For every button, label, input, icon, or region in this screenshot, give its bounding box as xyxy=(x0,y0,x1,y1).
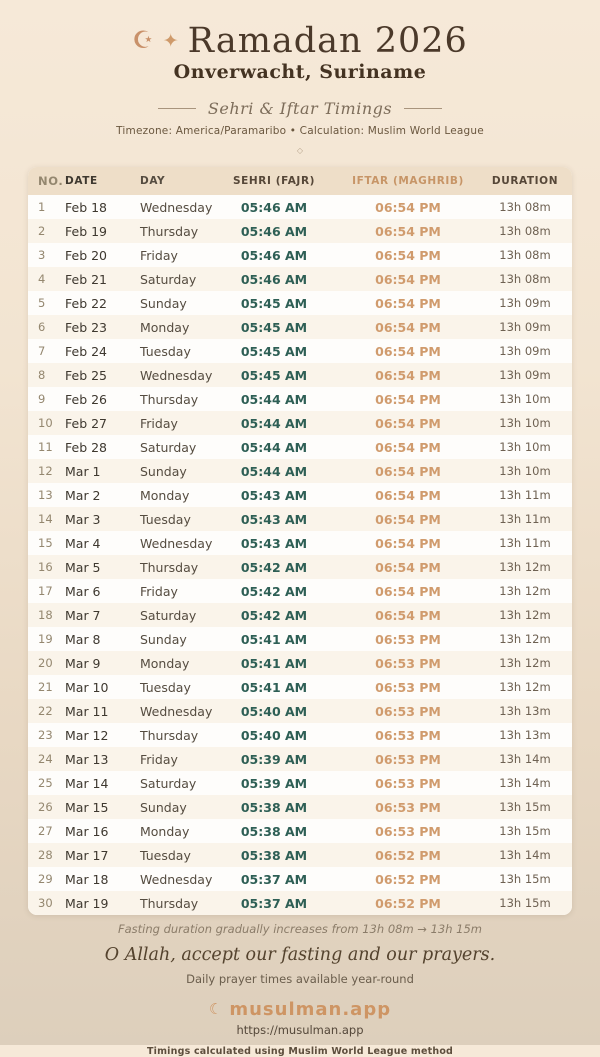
cell-sehri: 05:46 AM xyxy=(240,199,308,215)
cell-date: Mar 11 xyxy=(65,703,109,719)
cell-iftar: 06:52 PM xyxy=(375,847,441,863)
cell-sehri: 05:46 AM xyxy=(240,271,308,287)
cell-iftar: 06:54 PM xyxy=(375,559,441,575)
cell-duration: 13h 10m xyxy=(499,464,551,478)
brand-url-link[interactable]: https://musulman.app xyxy=(236,1023,364,1037)
cell-iftar: 06:53 PM xyxy=(375,703,441,719)
cell-date: Feb 18 xyxy=(65,199,108,215)
diamond-icon: ◇ xyxy=(296,146,304,155)
location-title: Onverwacht, Suriname xyxy=(173,61,427,83)
cell-sehri: 05:41 AM xyxy=(240,631,308,647)
cell-no: 4 xyxy=(38,272,46,286)
cell-date: Feb 28 xyxy=(65,439,108,455)
cell-date: Mar 15 xyxy=(65,799,109,815)
cell-date: Mar 12 xyxy=(65,727,109,743)
subtitle-row xyxy=(0,99,600,118)
column-header-date: DATE xyxy=(65,175,98,187)
cell-day: Monday xyxy=(140,655,190,671)
cell-duration: 13h 10m xyxy=(499,392,551,406)
cell-date: Mar 18 xyxy=(65,871,109,887)
cell-iftar: 06:54 PM xyxy=(375,271,441,287)
cell-day: Thursday xyxy=(140,727,199,743)
cell-sehri: 05:37 AM xyxy=(240,895,308,911)
cell-no: 10 xyxy=(38,416,53,430)
cell-iftar: 06:52 PM xyxy=(375,895,441,911)
cell-no: 25 xyxy=(38,776,53,790)
table-row xyxy=(28,483,572,507)
cell-iftar: 06:53 PM xyxy=(375,631,441,647)
table-row xyxy=(28,291,572,315)
cell-sehri: 05:40 AM xyxy=(240,727,308,743)
cell-duration: 13h 11m xyxy=(499,488,551,502)
cell-no: 1 xyxy=(38,200,46,214)
footer xyxy=(0,922,600,1057)
cell-date: Mar 9 xyxy=(65,655,101,671)
cell-sehri: 05:44 AM xyxy=(240,439,308,455)
cell-day: Sunday xyxy=(140,631,187,647)
header xyxy=(0,0,600,155)
column-header-no: NO. xyxy=(38,174,64,188)
cell-duration: 13h 09m xyxy=(499,368,551,382)
cell-day: Saturday xyxy=(140,775,197,791)
cell-sehri: 05:42 AM xyxy=(240,607,308,623)
table-row xyxy=(28,627,572,651)
crescent-icon: ☪ xyxy=(132,25,154,54)
cell-iftar: 06:54 PM xyxy=(375,319,441,335)
cell-sehri: 05:43 AM xyxy=(240,487,308,503)
cell-day: Monday xyxy=(140,487,190,503)
cell-iftar: 06:54 PM xyxy=(375,223,441,239)
column-header-day: DAY xyxy=(140,175,166,187)
divider-line-left xyxy=(158,108,196,109)
cell-duration: 13h 09m xyxy=(499,344,551,358)
table-row xyxy=(28,411,572,435)
cell-no: 27 xyxy=(38,824,53,838)
cell-sehri: 05:39 AM xyxy=(240,775,308,791)
cell-date: Mar 6 xyxy=(65,583,101,599)
cell-iftar: 06:54 PM xyxy=(375,583,441,599)
sparkle-icon: ✦ xyxy=(162,30,179,52)
cell-sehri: 05:40 AM xyxy=(240,703,308,719)
dua-text: O Allah, accept our fasting and our prayers. xyxy=(104,945,496,965)
column-header-iftar: IFTAR (MAGHRIB) xyxy=(352,175,464,187)
cell-sehri: 05:46 AM xyxy=(240,247,308,263)
cell-sehri: 05:45 AM xyxy=(240,367,308,383)
cell-date: Feb 20 xyxy=(65,247,108,263)
cell-duration: 13h 15m xyxy=(499,896,551,910)
cell-no: 15 xyxy=(38,536,53,550)
table-row xyxy=(28,891,572,915)
table-row xyxy=(28,459,572,483)
cell-iftar: 06:54 PM xyxy=(375,535,441,551)
cell-date: Feb 25 xyxy=(65,367,108,383)
cell-duration: 13h 15m xyxy=(499,824,551,838)
cell-day: Tuesday xyxy=(140,511,191,527)
cell-day: Sunday xyxy=(140,463,187,479)
cell-no: 18 xyxy=(38,608,53,622)
table-body xyxy=(28,195,572,915)
cell-sehri: 05:43 AM xyxy=(240,511,308,527)
cell-iftar: 06:54 PM xyxy=(375,391,441,407)
cell-iftar: 06:53 PM xyxy=(375,799,441,815)
cell-day: Friday xyxy=(140,415,178,431)
table-row xyxy=(28,267,572,291)
cell-no: 29 xyxy=(38,872,53,886)
cell-date: Feb 27 xyxy=(65,415,108,431)
cell-no: 5 xyxy=(38,296,46,310)
availability-text: Daily prayer times available year-round xyxy=(186,972,414,986)
cell-iftar: 06:54 PM xyxy=(375,367,441,383)
cell-sehri: 05:38 AM xyxy=(240,847,308,863)
cell-duration: 13h 09m xyxy=(499,320,551,334)
cell-day: Monday xyxy=(140,823,190,839)
table-row xyxy=(28,363,572,387)
duration-note: Fasting duration gradually increases from 13h 08m → 13h 15m xyxy=(117,922,483,936)
cell-sehri: 05:41 AM xyxy=(240,655,308,671)
cell-no: 28 xyxy=(38,848,53,862)
table-row xyxy=(28,579,572,603)
table-row xyxy=(28,843,572,867)
cell-sehri: 05:44 AM xyxy=(240,415,308,431)
cell-no: 23 xyxy=(38,728,53,742)
table-row xyxy=(28,315,572,339)
cell-date: Mar 1 xyxy=(65,463,101,479)
column-header-duration: DURATION xyxy=(491,175,559,187)
cell-no: 12 xyxy=(38,464,53,478)
cell-date: Mar 16 xyxy=(65,823,109,839)
cell-iftar: 06:54 PM xyxy=(375,607,441,623)
cell-duration: 13h 08m xyxy=(499,272,551,286)
cell-duration: 13h 14m xyxy=(499,752,551,766)
table-row xyxy=(28,555,572,579)
table-row xyxy=(28,387,572,411)
cell-day: Saturday xyxy=(140,607,197,623)
cell-duration: 13h 15m xyxy=(499,872,551,886)
cell-sehri: 05:38 AM xyxy=(240,799,308,815)
cell-sehri: 05:45 AM xyxy=(240,295,308,311)
cell-day: Friday xyxy=(140,751,178,767)
cell-date: Feb 24 xyxy=(65,343,108,359)
cell-day: Sunday xyxy=(140,799,187,815)
cell-duration: 13h 08m xyxy=(499,224,551,238)
cell-duration: 13h 15m xyxy=(499,800,551,814)
table-row xyxy=(28,195,572,219)
cell-no: 30 xyxy=(38,896,53,910)
cell-day: Thursday xyxy=(140,559,199,575)
cell-no: 20 xyxy=(38,656,53,670)
cell-date: Mar 3 xyxy=(65,511,101,527)
cell-no: 7 xyxy=(38,344,46,358)
page-title: Ramadan 2026 xyxy=(187,21,468,61)
cell-duration: 13h 12m xyxy=(499,632,551,646)
cell-iftar: 06:54 PM xyxy=(375,415,441,431)
cell-date: Mar 7 xyxy=(65,607,101,623)
cell-day: Wednesday xyxy=(140,199,213,215)
cell-sehri: 05:44 AM xyxy=(240,463,308,479)
cell-no: 26 xyxy=(38,800,53,814)
cell-duration: 13h 12m xyxy=(499,584,551,598)
cell-no: 21 xyxy=(38,680,53,694)
table-row xyxy=(28,219,572,243)
cell-sehri: 05:42 AM xyxy=(240,559,308,575)
cell-iftar: 06:53 PM xyxy=(375,751,441,767)
cell-duration: 13h 08m xyxy=(499,200,551,214)
table-row xyxy=(28,675,572,699)
cell-iftar: 06:54 PM xyxy=(375,463,441,479)
cell-date: Mar 19 xyxy=(65,895,109,911)
cell-no: 9 xyxy=(38,392,46,406)
cell-duration: 13h 12m xyxy=(499,680,551,694)
cell-no: 3 xyxy=(38,248,46,262)
brand-row xyxy=(0,999,600,1020)
cell-iftar: 06:53 PM xyxy=(375,679,441,695)
cell-iftar: 06:53 PM xyxy=(375,775,441,791)
cell-no: 13 xyxy=(38,488,53,502)
table-row xyxy=(28,531,572,555)
cell-duration: 13h 13m xyxy=(499,704,551,718)
cell-duration: 13h 12m xyxy=(499,608,551,622)
cell-day: Wednesday xyxy=(140,703,213,719)
cell-day: Friday xyxy=(140,247,178,263)
cell-date: Feb 26 xyxy=(65,391,108,407)
cell-no: 19 xyxy=(38,632,53,646)
cell-duration: 13h 12m xyxy=(499,656,551,670)
cell-day: Wednesday xyxy=(140,367,213,383)
cell-day: Wednesday xyxy=(140,535,213,551)
cell-date: Feb 21 xyxy=(65,271,108,287)
table-row xyxy=(28,867,572,891)
cell-iftar: 06:54 PM xyxy=(375,343,441,359)
table-row xyxy=(28,339,572,363)
column-header-sehri: SEHRI (FAJR) xyxy=(232,175,316,187)
cell-no: 6 xyxy=(38,320,46,334)
cell-iftar: 06:53 PM xyxy=(375,823,441,839)
cell-no: 22 xyxy=(38,704,53,718)
cell-day: Tuesday xyxy=(140,343,191,359)
cell-day: Tuesday xyxy=(140,679,191,695)
table-row xyxy=(28,507,572,531)
timings-table xyxy=(28,167,572,915)
cell-no: 17 xyxy=(38,584,53,598)
table-row xyxy=(28,243,572,267)
table-row xyxy=(28,435,572,459)
cell-date: Mar 8 xyxy=(65,631,101,647)
cell-duration: 13h 14m xyxy=(499,776,551,790)
cell-sehri: 05:46 AM xyxy=(240,223,308,239)
cell-no: 16 xyxy=(38,560,53,574)
cell-duration: 13h 12m xyxy=(499,560,551,574)
cell-duration: 13h 14m xyxy=(499,848,551,862)
cell-sehri: 05:41 AM xyxy=(240,679,308,695)
cell-duration: 13h 10m xyxy=(499,440,551,454)
cell-sehri: 05:38 AM xyxy=(240,823,308,839)
cell-sehri: 05:44 AM xyxy=(240,391,308,407)
cell-iftar: 06:52 PM xyxy=(375,871,441,887)
cell-day: Friday xyxy=(140,583,178,599)
cell-iftar: 06:54 PM xyxy=(375,199,441,215)
table-row xyxy=(28,651,572,675)
cell-no: 24 xyxy=(38,752,53,766)
title-row xyxy=(0,21,600,61)
cell-date: Feb 23 xyxy=(65,319,108,335)
cell-sehri: 05:45 AM xyxy=(240,319,308,335)
subtitle: Sehri & Iftar Timings xyxy=(207,99,393,118)
cell-date: Feb 22 xyxy=(65,295,108,311)
cell-sehri: 05:43 AM xyxy=(240,535,308,551)
calculation-method-text: Timings calculated using Muslim World League method xyxy=(146,1046,454,1057)
cell-sehri: 05:42 AM xyxy=(240,583,308,599)
table-row xyxy=(28,603,572,627)
cell-no: 2 xyxy=(38,224,46,238)
table-row xyxy=(28,771,572,795)
cell-day: Thursday xyxy=(140,391,199,407)
brand-link[interactable]: musulman.app xyxy=(229,999,392,1020)
cell-no: 8 xyxy=(38,368,46,382)
table-row xyxy=(28,747,572,771)
cell-no: 14 xyxy=(38,512,53,526)
cell-sehri: 05:45 AM xyxy=(240,343,308,359)
cell-duration: 13h 13m xyxy=(499,728,551,742)
cell-day: Thursday xyxy=(140,223,199,239)
cell-duration: 13h 11m xyxy=(499,512,551,526)
cell-day: Saturday xyxy=(140,271,197,287)
cell-date: Feb 19 xyxy=(65,223,108,239)
cell-duration: 13h 08m xyxy=(499,248,551,262)
cell-date: Mar 10 xyxy=(65,679,109,695)
cell-iftar: 06:54 PM xyxy=(375,487,441,503)
cell-date: Mar 4 xyxy=(65,535,101,551)
cell-date: Mar 2 xyxy=(65,487,101,503)
table-row xyxy=(28,723,572,747)
cell-sehri: 05:37 AM xyxy=(240,871,308,887)
cell-day: Sunday xyxy=(140,295,187,311)
divider-line-right xyxy=(404,108,442,109)
cell-day: Saturday xyxy=(140,439,197,455)
cell-date: Mar 5 xyxy=(65,559,101,575)
cell-day: Tuesday xyxy=(140,847,191,863)
brand-crescent-icon: ☾ xyxy=(208,1000,223,1018)
cell-iftar: 06:53 PM xyxy=(375,727,441,743)
cell-date: Mar 14 xyxy=(65,775,109,791)
cell-iftar: 06:54 PM xyxy=(375,247,441,263)
cell-iftar: 06:54 PM xyxy=(375,511,441,527)
table-header-row xyxy=(28,167,572,195)
cell-day: Thursday xyxy=(140,895,199,911)
timezone-calculation-meta: Timezone: America/Paramaribo • Calculation: Muslim World League xyxy=(116,125,484,137)
cell-no: 11 xyxy=(38,440,53,454)
cell-iftar: 06:54 PM xyxy=(375,295,441,311)
cell-duration: 13h 09m xyxy=(499,296,551,310)
table-row xyxy=(28,795,572,819)
cell-duration: 13h 11m xyxy=(499,536,551,550)
cell-iftar: 06:54 PM xyxy=(375,439,441,455)
cell-date: Mar 13 xyxy=(65,751,109,767)
cell-duration: 13h 10m xyxy=(499,416,551,430)
cell-day: Monday xyxy=(140,319,190,335)
cell-iftar: 06:53 PM xyxy=(375,655,441,671)
table-row xyxy=(28,819,572,843)
cell-sehri: 05:39 AM xyxy=(240,751,308,767)
cell-date: Mar 17 xyxy=(65,847,109,863)
cell-day: Wednesday xyxy=(140,871,213,887)
table-row xyxy=(28,699,572,723)
